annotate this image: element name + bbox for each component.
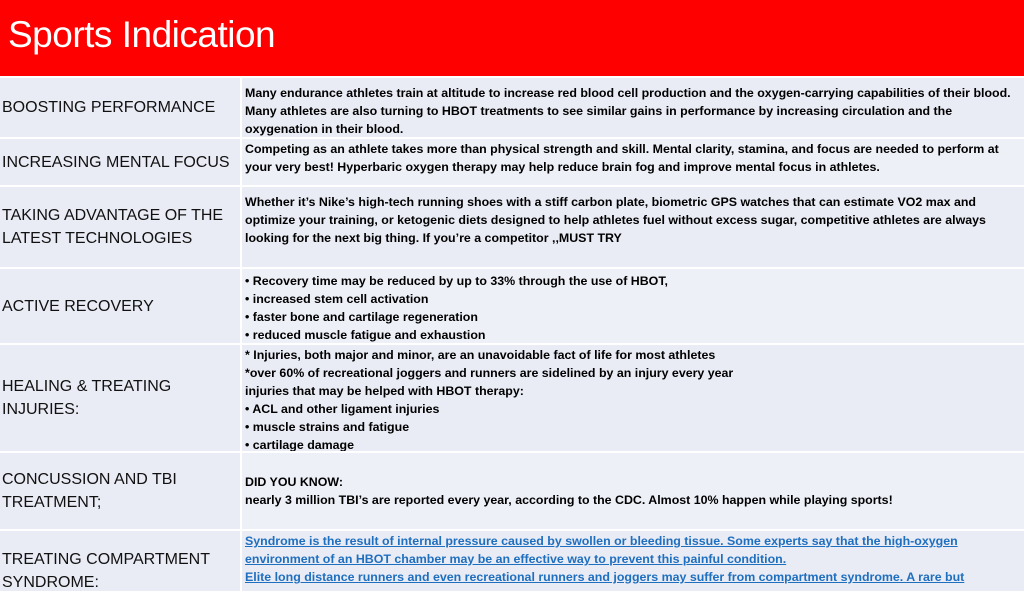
row-label: BOOSTING PERFORMANCE (0, 78, 240, 137)
table-row (0, 269, 1024, 345)
row-text (242, 187, 1024, 267)
text-line: • cartilage damage (245, 438, 355, 451)
text-line: Whether it’s Nike’s high-tech running shoes with a stiff carbon plate, biometric GPS watches that can estimate VO2 max and optimize your training, or ketogenic diets designed to help athletes fuel without excess sugar, competitive athletes are always looking for the next big thing. If you’re a competitor ,,MUST TRY (245, 195, 986, 245)
text-link[interactable]: Elite long distance runners and even recreational runners and joggers may suffer from compartment syndrome. A rare but (245, 570, 965, 584)
row-label: INCREASING MENTAL FOCUS (0, 139, 240, 185)
text-line: nearly 3 million TBI’s are reported every year, according to the CDC. Almost 10% happen while playing sports! (245, 493, 893, 507)
table-row (0, 78, 1024, 139)
row-label: TREATING COMPARTMENT SYNDROME: (0, 531, 240, 591)
table-row (0, 345, 1024, 453)
text-line: • Recovery time may be reduced by up to 33% through the use of HBOT, (245, 274, 668, 288)
row-label: HEALING & TREATING INJURIES: (0, 345, 240, 451)
row-label: CONCUSSION AND TBI TREATMENT; (0, 453, 240, 529)
row-label: ACTIVE RECOVERY (0, 269, 240, 343)
text-line: • reduced muscle fatigue and exhaustion (245, 328, 486, 342)
title-bar (0, 0, 1024, 76)
row-text (242, 269, 1024, 343)
text-line: Many endurance athletes train at altitude to increase red blood cell production and the oxygen-carrying capabilities of their blood. Many athletes are also turning to HBOT treatments to see similar gains in performance by increasing circulation and the oxygenation in their blood. (245, 86, 1011, 136)
row-label: TAKING ADVANTAGE OF THE LATEST TECHNOLOGIES (0, 187, 240, 267)
row-text (242, 139, 1024, 185)
row-text (242, 345, 1024, 451)
slide-title: Sports Indication (8, 14, 276, 55)
table-row (0, 531, 1024, 591)
text-line: *over 60% of recreational joggers and runners are sidelined by an injury every year (245, 366, 734, 380)
text-line: Competing as an athlete takes more than physical strength and skill. Mental clarity, stamina, and focus are needed to perform at your very best! Hyperbaric oxygen therapy may help reduce brain fog and improve mental focus in athletes. (245, 142, 999, 174)
text-line: • increased stem cell activation (245, 292, 429, 306)
row-text (242, 453, 1024, 529)
text-line: • faster bone and cartilage regeneration (245, 310, 478, 324)
table-row (0, 187, 1024, 269)
text-link[interactable]: Syndrome is the result of internal pressure caused by swollen or bleeding tissue. Some experts say that the high-oxygen environment of an HBOT chamber may be an effective way to prevent this painful condition. (245, 534, 958, 566)
text-line: * Injuries, both major and minor, are an unavoidable fact of life for most athletes (245, 348, 716, 362)
table-row (0, 139, 1024, 187)
text-line: DID YOU KNOW: (245, 475, 343, 489)
text-line: injuries that may be helped with HBOT therapy: (245, 384, 524, 398)
text-line: • muscle strains and fatigue (245, 420, 410, 434)
indications-table (0, 78, 1024, 591)
row-text (242, 78, 1024, 137)
text-line: • ACL and other ligament injuries (245, 402, 440, 416)
row-text (242, 531, 1024, 591)
table-row (0, 453, 1024, 531)
